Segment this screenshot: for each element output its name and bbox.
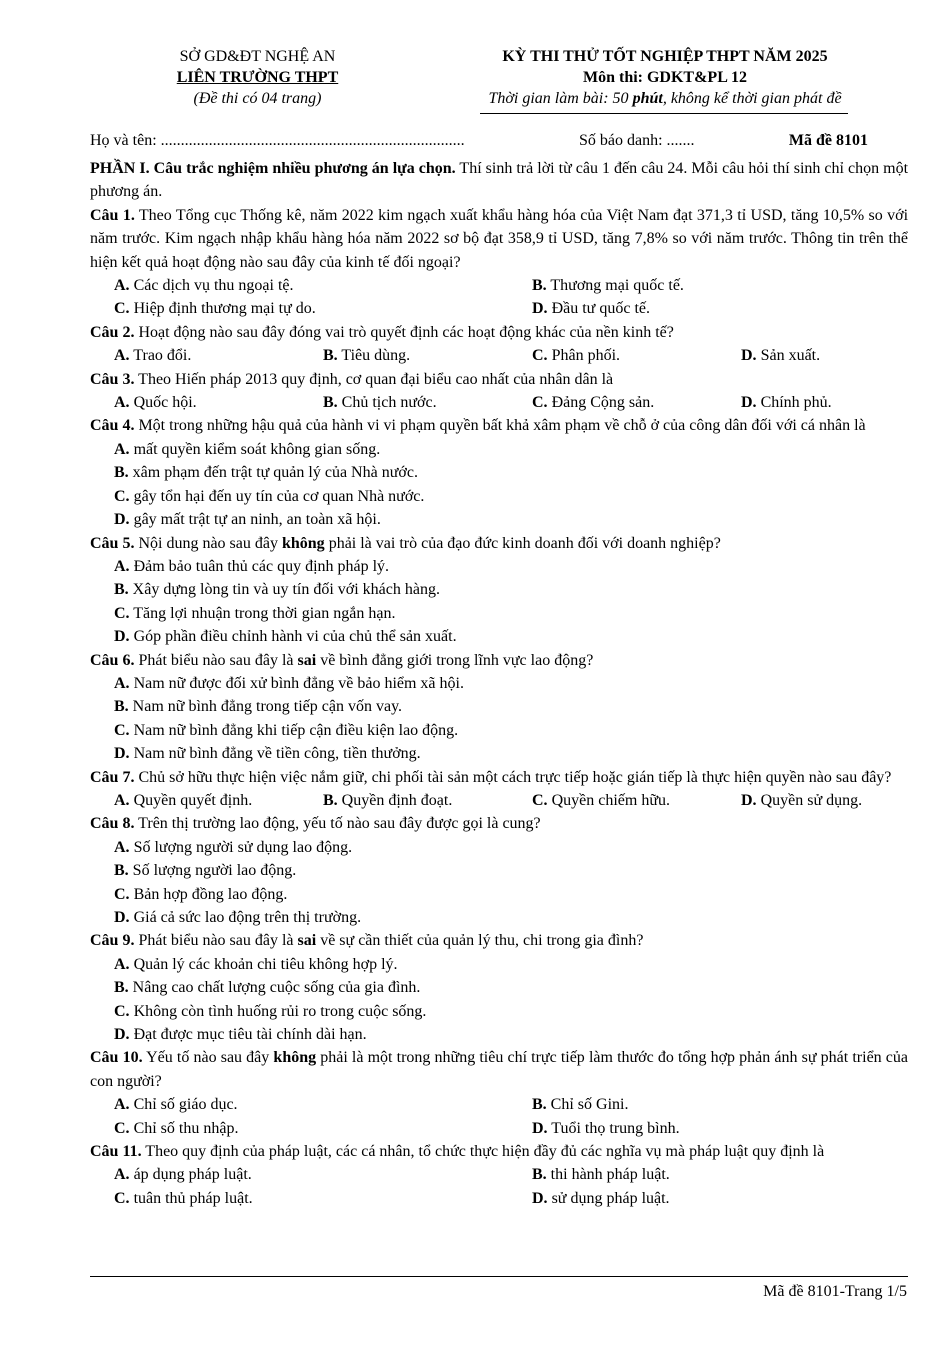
option-text: Xây dựng lòng tin và uy tín đối với khách hàng.	[128, 581, 440, 599]
answer-options	[90, 344, 908, 367]
option-text: Đạt được mục tiêu tài chính dài hạn.	[129, 1026, 367, 1044]
option-text: Góp phần điều chỉnh hành vi của chủ thể sản xuất.	[129, 628, 457, 646]
answer-option[interactable]	[114, 602, 908, 625]
option-text: Chỉ số Gini.	[546, 1096, 629, 1114]
question-block	[90, 1046, 908, 1140]
option-letter: A.	[114, 557, 130, 575]
answer-option[interactable]	[114, 485, 908, 508]
question-block	[90, 649, 908, 766]
answer-option[interactable]	[114, 695, 908, 718]
option-letter: B.	[532, 277, 547, 295]
question-stem	[90, 1046, 908, 1093]
option-text: Quyền chiếm hữu.	[547, 791, 670, 809]
candidate-info-line	[90, 131, 904, 151]
answer-option[interactable]	[114, 859, 908, 882]
option-letter: B.	[114, 979, 129, 997]
option-text: Đảm bảo tuân thủ các quy định pháp lý.	[129, 557, 390, 575]
option-letter: A.	[114, 347, 130, 365]
answer-option[interactable]	[741, 344, 908, 367]
option-letter: C.	[114, 721, 130, 739]
option-letter: D.	[741, 347, 757, 365]
answer-option[interactable]	[114, 625, 908, 648]
option-text: Thương mại quốc tế.	[546, 277, 684, 295]
answer-option[interactable]	[532, 1163, 908, 1186]
option-letter: D.	[114, 745, 130, 763]
answer-option[interactable]	[532, 344, 741, 367]
option-text: Các dịch vụ thu ngoại tệ.	[129, 277, 294, 295]
option-letter: D.	[114, 909, 130, 926]
option-letter: B.	[114, 862, 129, 880]
option-text: Hiệp định thương mại tự do.	[129, 300, 316, 318]
answer-option[interactable]	[114, 672, 908, 695]
page-count-note: (Đề thi có 04 trang)	[193, 90, 322, 107]
answer-option[interactable]	[114, 1117, 532, 1140]
answer-option[interactable]	[532, 1117, 908, 1140]
answer-option[interactable]	[114, 883, 908, 906]
option-letter: D.	[114, 628, 130, 646]
page-footer: Mã đề 8101-Trang 1/5	[763, 1283, 907, 1300]
option-letter: A.	[114, 1096, 130, 1114]
question-label: Câu 6.	[90, 651, 135, 669]
option-letter: A.	[114, 1166, 130, 1184]
answer-option[interactable]	[532, 391, 741, 414]
option-text: gây tổn hại đến uy tín của cơ quan Nhà nước.	[129, 487, 425, 505]
answer-option[interactable]	[114, 1187, 532, 1210]
question-stem	[90, 649, 908, 672]
option-letter: C.	[114, 885, 130, 903]
question-label: Câu 3.	[90, 370, 135, 388]
time-pre: Thời gian làm bài: 50	[488, 90, 633, 107]
answer-options	[90, 836, 908, 930]
answer-option[interactable]	[114, 836, 908, 859]
option-letter: C.	[532, 394, 548, 412]
time-minutes: phút	[632, 90, 663, 107]
option-letter: C.	[532, 791, 548, 809]
time-line	[405, 88, 925, 109]
answer-option[interactable]	[532, 297, 908, 320]
question-label: Câu 4.	[90, 417, 135, 435]
option-letter: C.	[114, 1002, 130, 1020]
question-text: Trên thị trường lao động, yếu tố nào sau đây được gọi là cung?	[134, 815, 541, 833]
candidate-number-field: Số báo danh: .......	[579, 132, 695, 149]
option-text: Quyền định đoạt.	[337, 791, 453, 809]
option-text: Tăng lợi nhuận trong thời gian ngắn hạn.	[129, 604, 396, 622]
option-letter: C.	[532, 347, 548, 365]
option-text: Số lượng người sử dụng lao động.	[129, 838, 353, 856]
answer-option[interactable]	[114, 578, 908, 601]
answer-options	[90, 555, 908, 649]
question-text: Một trong những hậu quả của hành vi vi phạm quyền bất khả xâm phạm về chỗ ở của công dân đối với cá nhân là	[134, 417, 866, 435]
answer-options	[90, 1093, 908, 1140]
option-text: Nam nữ bình đẳng về tiền công, tiền thưởng.	[129, 745, 421, 763]
question-text: Theo quy định của pháp luật, các cá nhân, tổ chức thực hiện đầy đủ các nghĩa vụ mà pháp luật quy định là	[141, 1143, 825, 1161]
answer-option[interactable]	[114, 508, 908, 531]
answer-option[interactable]	[532, 789, 741, 812]
question-label: Câu 1.	[90, 206, 135, 224]
question-text: Phát biểu nào sau đây là	[134, 651, 298, 669]
question-stem	[90, 766, 908, 789]
option-text: Bản hợp đồng lao động.	[129, 885, 288, 903]
answer-option[interactable]	[741, 391, 908, 414]
question-block	[90, 766, 908, 813]
question-stem	[90, 321, 908, 344]
question-stem	[90, 532, 908, 555]
option-letter: B.	[323, 347, 338, 365]
question-block	[90, 812, 908, 929]
question-block	[90, 321, 908, 368]
subject-line: Môn thi: GDKT&PL 12	[582, 69, 747, 86]
option-text: Quản lý các khoản chi tiêu không hợp lý.	[129, 955, 398, 973]
answer-option[interactable]	[323, 789, 532, 812]
answer-options	[90, 1163, 908, 1210]
question-block	[90, 1140, 908, 1210]
answer-option[interactable]	[114, 742, 908, 765]
option-text: Đảng Cộng sản.	[547, 394, 655, 412]
option-text: Không còn tình huống rủi ro trong cuộc sống.	[129, 1002, 427, 1020]
option-text: áp dụng pháp luật.	[129, 1166, 252, 1184]
question-emphasis: sai	[297, 932, 317, 950]
option-text: Giá cả sức lao động trên thị trường.	[129, 909, 362, 926]
option-text: Trao đổi.	[129, 347, 192, 365]
candidate-name-field: Họ và tên: ............................................................................	[90, 132, 465, 149]
option-letter: D.	[114, 1026, 130, 1044]
question-text-cont: phải là một trong những tiêu chí trực tiếp làm thước đo tổng hợp phản ánh sự phát triển của con người?	[90, 1049, 908, 1090]
answer-option[interactable]	[532, 274, 908, 297]
question-block	[90, 929, 908, 1046]
answer-options	[90, 391, 908, 414]
option-letter: C.	[114, 487, 130, 505]
question-block	[90, 204, 908, 321]
question-text: Theo Tổng cục Thống kê, năm 2022 kim ngạch xuất khẩu hàng hóa của Việt Nam đạt 371,3 tỉ USD, tăng 10,5% so với năm trước. Kim ngạch nhập khẩu hàng hóa năm 2022 sơ bộ đạt 358,9 tỉ USD, tăng 7,8% so với năm trước. Thông tin trên thể hiện kết quả hoạt động nào sau đây của kinh tế đối ngoại?	[90, 206, 909, 271]
option-text: Số lượng người lao động.	[128, 862, 297, 880]
option-text: Đầu tư quốc tế.	[547, 300, 650, 318]
option-text: Quốc hội.	[129, 394, 197, 412]
option-text: Nam nữ được đối xử bình đẳng về bảo hiểm xã hội.	[129, 674, 464, 692]
answer-option[interactable]	[323, 391, 532, 414]
option-text: Sản xuất.	[756, 347, 821, 365]
option-text: xâm phạm đến trật tự quản lý của Nhà nước.	[128, 464, 418, 482]
option-text: Chỉ số giáo dục.	[129, 1096, 238, 1114]
option-letter: B.	[114, 581, 129, 599]
question-text: Phát biểu nào sau đây là	[134, 932, 298, 950]
option-letter: C.	[114, 1119, 130, 1137]
answer-option[interactable]	[114, 1000, 908, 1023]
header-divider	[480, 113, 848, 114]
option-letter: A.	[114, 955, 130, 973]
answer-options	[90, 274, 908, 321]
option-text: Nam nữ bình đẳng trong tiếp cận vốn vay.	[128, 698, 403, 716]
answer-option[interactable]	[114, 391, 323, 414]
option-letter: A.	[114, 674, 130, 692]
question-block	[90, 368, 908, 415]
answer-option[interactable]	[114, 555, 908, 578]
question-block	[90, 414, 908, 531]
question-emphasis: sai	[297, 651, 317, 669]
question-emphasis: không	[273, 1049, 317, 1067]
question-label: Câu 10.	[90, 1049, 143, 1067]
option-text: thi hành pháp luật.	[546, 1166, 670, 1184]
option-letter: A.	[114, 440, 130, 458]
answer-option[interactable]	[532, 1187, 908, 1210]
question-text-cont: phải là vai trò của đạo đức kinh doanh đối với doanh nghiệp?	[324, 534, 721, 552]
option-letter: A.	[114, 791, 130, 809]
answer-option[interactable]	[741, 789, 908, 812]
answer-option[interactable]	[323, 344, 532, 367]
answer-options	[90, 953, 908, 1047]
question-label: Câu 8.	[90, 815, 135, 833]
question-text: Hoạt động nào sau đây đóng vai trò quyết định các hoạt động khác của nền kinh tế?	[134, 323, 674, 341]
answer-option[interactable]	[114, 976, 908, 999]
option-letter: D.	[741, 394, 757, 412]
question-label: Câu 7.	[90, 768, 135, 786]
option-letter: A.	[114, 394, 130, 412]
answer-option[interactable]	[114, 906, 908, 929]
option-letter: C.	[114, 1189, 130, 1207]
question-label: Câu 2.	[90, 323, 135, 341]
option-text: Tiêu dùng.	[337, 347, 411, 365]
answer-option[interactable]	[114, 297, 532, 320]
option-letter: D.	[532, 300, 548, 318]
option-text: Nâng cao chất lượng cuộc sống của gia đình.	[128, 979, 421, 997]
answer-option[interactable]	[114, 953, 908, 976]
answer-option[interactable]	[114, 1163, 532, 1186]
part-text: Thí sinh trả lời từ câu 1 đến câu 24. Mỗi câu hỏi thí sinh chỉ chọn một phương án.	[90, 160, 909, 201]
answer-option[interactable]	[114, 1023, 908, 1046]
answer-option[interactable]	[532, 1093, 908, 1116]
option-letter: B.	[532, 1096, 547, 1114]
option-text: Chỉ số thu nhập.	[129, 1119, 239, 1137]
footer-divider	[90, 1276, 908, 1277]
school-name: LIÊN TRƯỜNG THPT	[176, 69, 339, 86]
answer-option[interactable]	[114, 719, 908, 742]
option-text: Quyền sử dụng.	[756, 791, 863, 809]
option-letter: C.	[114, 604, 130, 622]
school-header	[120, 46, 395, 109]
exam-code: Mã đề 8101	[788, 132, 868, 149]
question-label: Câu 11.	[90, 1143, 142, 1161]
part-instructions	[90, 157, 908, 204]
question-stem	[90, 1140, 908, 1163]
option-letter: C.	[114, 300, 130, 318]
answer-options	[90, 672, 908, 766]
option-letter: D.	[532, 1119, 548, 1137]
answer-option[interactable]	[114, 344, 323, 367]
option-text: Nam nữ bình đẳng khi tiếp cận điều kiện lao động.	[129, 721, 459, 739]
question-text: Chủ sở hữu thực hiện việc nắm giữ, chi phối tài sản một cách trực tiếp hoặc gián tiếp là thực hiện quyền nào sau đây?	[134, 768, 892, 786]
option-letter: B.	[114, 464, 129, 482]
question-block	[90, 532, 908, 649]
question-label: Câu 9.	[90, 932, 135, 950]
question-emphasis: không	[281, 534, 325, 552]
option-text: tuân thủ pháp luật.	[129, 1189, 253, 1207]
question-stem	[90, 204, 908, 274]
option-text: Phân phối.	[547, 347, 621, 365]
question-text: Theo Hiến pháp 2013 quy định, cơ quan đại biểu cao nhất của nhân dân là	[134, 370, 614, 388]
option-text: sử dụng pháp luật.	[547, 1189, 670, 1207]
option-text: Quyền quyết định.	[129, 791, 253, 809]
part-heading: PHẦN I. Câu trắc nghiệm nhiều phương án lựa chọn.	[90, 160, 456, 177]
option-letter: D.	[114, 511, 130, 529]
question-stem	[90, 414, 908, 437]
option-text: Tuổi thọ trung bình.	[547, 1119, 680, 1137]
answer-option[interactable]	[114, 274, 532, 297]
answer-option[interactable]	[114, 461, 908, 484]
option-letter: A.	[114, 838, 130, 856]
option-letter: D.	[741, 791, 757, 809]
answer-options	[90, 789, 908, 812]
option-text: gây mất trật tự an ninh, an toàn xã hội.	[129, 511, 381, 529]
exam-title: KỲ THI THỬ TỐT NGHIỆP THPT NĂM 2025	[502, 48, 828, 65]
option-text: Chủ tịch nước.	[337, 394, 437, 412]
option-letter: B.	[323, 394, 338, 412]
question-text-cont: về bình đẳng giới trong lĩnh vực lao động?	[316, 651, 594, 669]
question-text: Nội dung nào sau đây	[134, 534, 282, 552]
department-name: SỞ GD&ĐT NGHỆ AN	[179, 48, 336, 65]
option-letter: D.	[532, 1189, 548, 1207]
answer-options	[90, 438, 908, 532]
option-letter: B.	[114, 698, 129, 716]
option-text: Chính phủ.	[756, 394, 832, 412]
question-text-cont: về sự cần thiết của quản lý thu, chi trong gia đình?	[316, 932, 644, 950]
answer-option[interactable]	[114, 789, 323, 812]
time-post: , không kể thời gian phát đề	[662, 90, 842, 107]
exam-content	[90, 157, 908, 1210]
question-stem	[90, 368, 908, 391]
question-text: Yếu tố nào sau đây	[142, 1049, 274, 1067]
option-letter: B.	[532, 1166, 547, 1184]
question-stem	[90, 812, 908, 835]
exam-header	[405, 46, 925, 109]
option-letter: A.	[114, 277, 130, 295]
option-letter: B.	[323, 791, 338, 809]
option-text: mất quyền kiểm soát không gian sống.	[129, 440, 381, 458]
answer-option[interactable]	[114, 438, 908, 461]
question-label: Câu 5.	[90, 534, 135, 552]
question-stem	[90, 929, 908, 952]
answer-option[interactable]	[114, 1093, 532, 1116]
